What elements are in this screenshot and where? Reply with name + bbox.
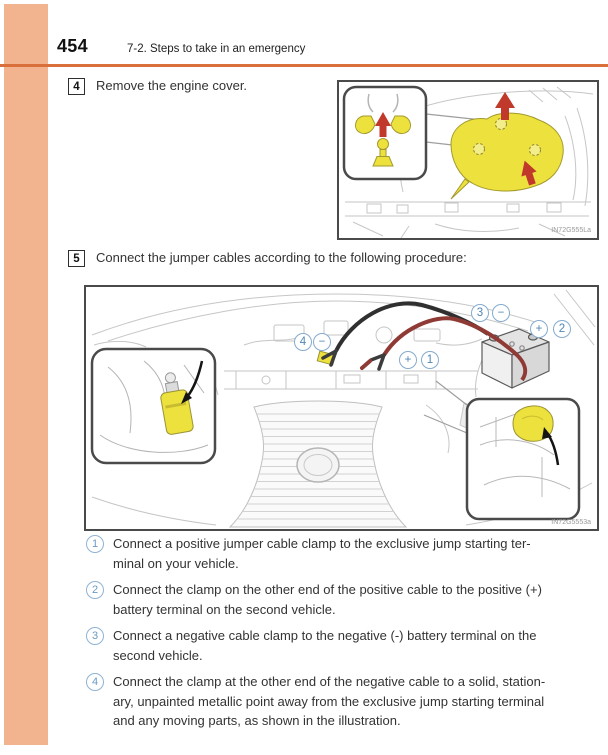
terminal-cover-inset: [92, 349, 215, 463]
list-item: [86, 626, 588, 665]
marker-circle-4: 4: [294, 333, 312, 351]
marker-circle-plus: +: [530, 320, 548, 338]
marker-circle-1: 1: [421, 351, 439, 369]
instruction-text: Connect the clamp on the other end of the positive cable to the positive (+): [113, 582, 542, 597]
figure-jumper-cables: [84, 285, 599, 531]
step-5: [68, 249, 467, 267]
instruction-number-badge: 1: [86, 535, 104, 553]
instruction-text: Connect a positive jumper cable clamp to the exclusive jump starting ter-: [113, 536, 531, 551]
header-divider: [0, 64, 608, 67]
figure-code: IN72G5553a: [551, 519, 591, 526]
instruction-number-badge: 2: [86, 581, 104, 599]
instruction-text: battery terminal on the second vehicle.: [113, 601, 336, 617]
engine-cover-illustration: [339, 82, 597, 238]
clip-detail-inset: [344, 87, 426, 179]
page-number: 454: [57, 36, 88, 56]
chapter-tab-stripe: [4, 4, 48, 745]
list-item: [86, 580, 588, 619]
instruction-text: ary, unpainted metallic point away from the exclusive jump starting terminal: [113, 693, 545, 709]
figure-code: IN72G555La: [551, 227, 591, 234]
instruction-text: second vehicle.: [113, 647, 203, 663]
jumper-cables-illustration: [86, 287, 597, 529]
marker-circle-minus: −: [313, 333, 331, 351]
step-5-text: Connect the jumper cables according to the following procedure:: [96, 250, 467, 265]
step-4: [68, 77, 247, 95]
engine-cover-highlight: [451, 113, 563, 199]
clamp-point-inset: [424, 381, 579, 519]
brand-emblem: [297, 448, 339, 482]
instruction-number-badge: 4: [86, 673, 104, 691]
instruction-list: [86, 534, 588, 738]
instruction-text: Connect a negative cable clamp to the negative (-) battery terminal on the: [113, 628, 537, 643]
marker-circle-minus: −: [492, 304, 510, 322]
instruction-text: Connect the clamp at the other end of the negative cable to a solid, station-: [113, 674, 546, 689]
step-4-number: 4: [68, 78, 85, 95]
figure-engine-cover: [337, 80, 599, 240]
list-item: [86, 534, 588, 573]
marker-circle-3: 3: [471, 304, 489, 322]
marker-circle-plus: +: [399, 351, 417, 369]
instruction-text: minal on your vehicle.: [113, 555, 239, 571]
list-item: [86, 672, 588, 731]
section-title: 7-2. Steps to take in an emergency: [127, 43, 306, 55]
step-4-text: Remove the engine cover.: [96, 78, 248, 93]
instruction-number-badge: 3: [86, 627, 104, 645]
instruction-text: and any moving parts, as shown in the illustration.: [113, 713, 401, 728]
step-5-number: 5: [68, 250, 85, 267]
marker-circle-2: 2: [553, 320, 571, 338]
